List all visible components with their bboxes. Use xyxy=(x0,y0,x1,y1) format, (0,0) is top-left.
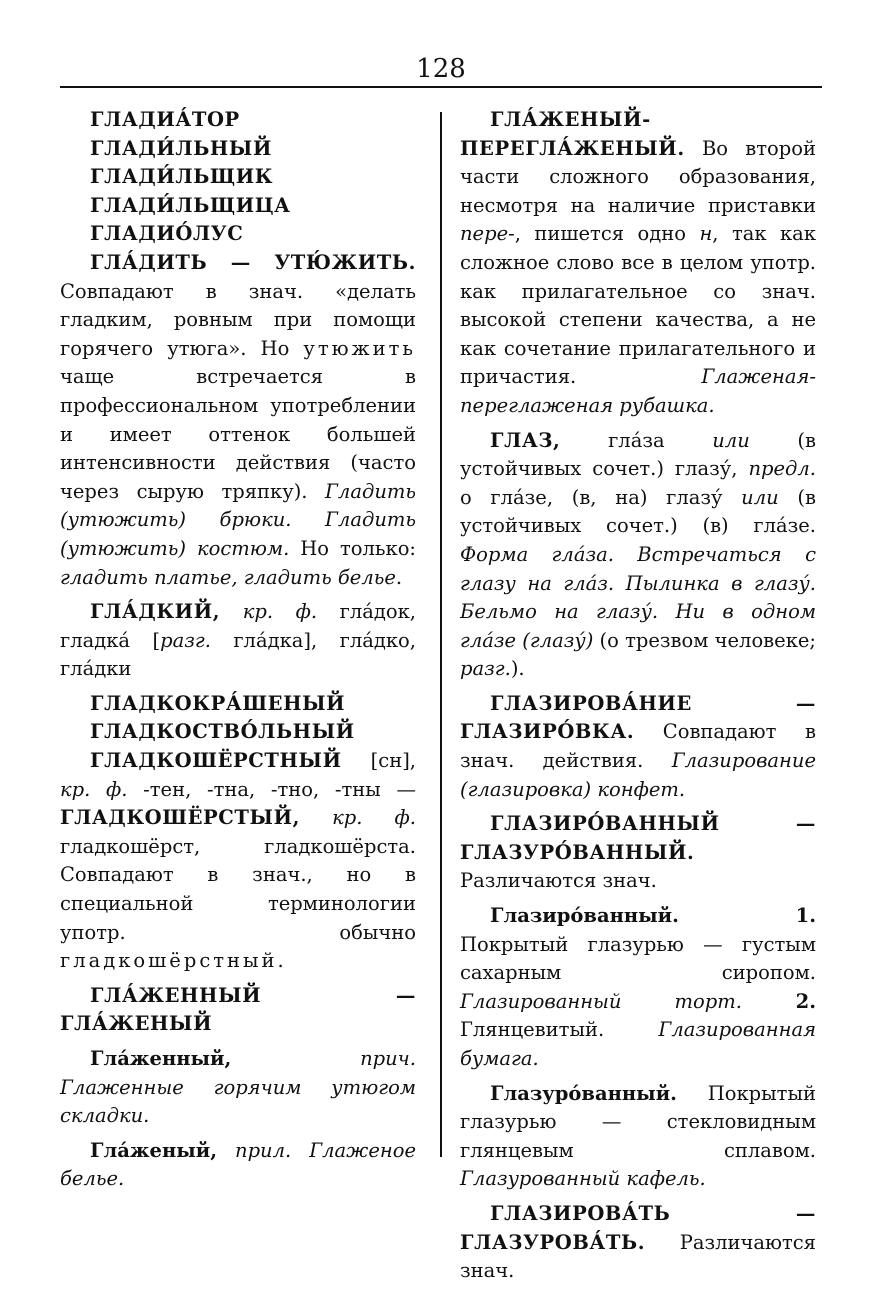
example-text: прич. Глаженные горячим утюгом складки. xyxy=(60,1047,416,1128)
entry-headword: Глазиро́ванный. 1. xyxy=(490,904,816,928)
entry-headword: Гла́женый, xyxy=(90,1138,218,1162)
entry-glazhenny-prich xyxy=(60,1045,416,1131)
headword-gladiolus: ГЛАДИО́ЛУС xyxy=(90,222,244,246)
entry-headword: Глазуро́ванный. xyxy=(490,1081,677,1105)
entry-headword-variant: ГЛАДКОШЁРСТЫЙ, xyxy=(60,806,300,830)
headword-gladiator: ГЛАДИА́ТОР xyxy=(90,108,240,131)
example-text: Форма гла́за. Встречаться с глазу на гла́з. Пылинка в глазу́. Бельмо на глазу́. Ни в одном гла́зе (глазу́) xyxy=(460,542,816,652)
entry-headword: ГЛАЗ, xyxy=(490,428,561,452)
entry-headword: ГЛАЗИРОВА́НИЕ — ГЛАЗИРО́ВКА. xyxy=(460,691,816,744)
entry-headword: ГЛА́ЖЕНЫЙ-ПЕРЕГЛА́ЖЕНЫЙ. xyxy=(460,108,685,160)
example-text: Гладить (утюжить) брюки. Гладить (утюжить) костюм. xyxy=(60,479,416,560)
entry-gladit: ГЛА́ДИТЬ — УТЮ́ЖИТЬ. Совпадают в знач. «делать гладким, ровным при помощи горячего утюга». Но утюжить чаще встречается в профессиональном употреблении и имеет оттенок большей интенсивности действия (часто через сырую тряпку). Гладить (утюжить) брюки. Гладить (утюжить) костюм. Но только: гладить платье, гладить белье. xyxy=(60,250,417,589)
headword-gladilny: ГЛАДИ́ЛЬНЫЙ xyxy=(90,136,272,160)
entry-glazirovanny: ГЛАЗИРО́ВАННЫЙ — ГЛАЗУРО́ВАННЫЙ. Различаются знач. xyxy=(460,812,816,893)
entry-headword: ГЛАЗИРОВА́ТЬ — ГЛАЗУРОВА́ТЬ. xyxy=(460,1201,816,1254)
entry-glazurovanny-sense: Глазуро́ванный. Покрытый глазурью — стекловидным глянцевым сплавом. Глазурованный кафель. xyxy=(460,1081,816,1191)
headword-gladkostvolny: ГЛАДКОСТВО́ЛЬНЫЙ xyxy=(90,720,355,744)
entry-glazirovanny-sense: Глазиро́ванный. 1. Покрытый глазурью — густым сахарным сиропом. Глазированный торт. 2. Глянцевитый. Глазированная бумага. xyxy=(460,904,816,1070)
entry-headword: ГЛА́ДКИЙ, xyxy=(90,600,221,624)
left-column xyxy=(60,106,416,1200)
entry-glaz: ГЛАЗ, гла́за или (в устойчивых сочет.) глазу́, предл. о гла́зе, (в, на) глазу́ или (в устойчивых сочет.) (в) гла́зе. Форма гла́за. Встречаться с глазу на гла́з. Пылинка в глазу́. Бельмо на глазу́. Ни в одном гла́зе (глазу́) (о трезвом человеке; разг.). xyxy=(460,428,816,681)
entry-glazheny-pril xyxy=(60,1137,416,1194)
page-number: 128 xyxy=(416,54,466,84)
example-text: Глазирование (глазировка) конфет. xyxy=(460,749,816,801)
entry-headword: ГЛАЗИРО́ВАННЫЙ — ГЛАЗУРО́ВАННЫЙ. xyxy=(460,812,816,864)
entry-headword: Гла́женный, xyxy=(90,1047,232,1070)
right-column xyxy=(460,106,816,1292)
column-divider xyxy=(440,112,442,1157)
example-text: прил. Глаженое белье. xyxy=(60,1138,416,1191)
header-rule xyxy=(60,86,822,88)
entry-headword: ГЛА́ЖЕННЫЙ — ГЛА́ЖЕНЫЙ xyxy=(60,983,416,1036)
headword-gladilshchik: ГЛАДИ́ЛЬЩИК xyxy=(90,165,274,189)
entry-glazhenny xyxy=(60,982,416,1039)
headword-gladilshchitsa: ГЛАДИ́ЛЬЩИЦА xyxy=(90,193,291,217)
example-text: гладить платье, гладить белье. xyxy=(60,565,403,589)
headword-gladkokrasheny: ГЛАДКОКРА́ШЕНЫЙ xyxy=(90,691,346,715)
entry-gladkiy: ГЛА́ДКИЙ, кр. ф. гла́док, гладка́ [разг. гла́дка], гла́дко, гла́дки xyxy=(60,600,416,681)
entry-headword: ГЛА́ДИТЬ — УТЮ́ЖИТЬ. xyxy=(90,250,416,274)
example-text: Глазурованный кафель. xyxy=(460,1167,706,1191)
entry-glazheny-pereglazheny: ГЛА́ЖЕНЫЙ-ПЕРЕГЛА́ЖЕНЫЙ. Во второй части сложного образования, несмотря на наличие приставки пере-, пишется одно н, так как сложное слово все в целом употр. как прилагательное со знач. высокой степени качества, а не как сочетание прилагательного и причастия. Глаженая-переглаженая рубашка. xyxy=(460,108,817,417)
example-text: Глаженая-переглаженая рубашка. xyxy=(460,365,816,417)
entry-gladkoshyorstny: ГЛАДКОШЁРСТНЫЙ [сн], кр. ф. -тен, -тна, -тно, -тны — ГЛАДКОШЁРСТЫЙ, кр. ф. гладкошёрст, гладкошёрста. Совпадают в знач., но в специальной терминологии употр. обычно гладкошёрстный. xyxy=(60,749,416,973)
entry-glazirovanie: ГЛАЗИРОВА́НИЕ — ГЛАЗИРО́ВКА. Совпадают в знач. действия. Глазирование (глазировка) конфет. xyxy=(460,691,816,801)
example-text: Глазированный торт. xyxy=(460,989,742,1013)
entry-headword: ГЛАДКОШЁРСТНЫЙ xyxy=(90,749,342,773)
example-text: Глазированная бумага. xyxy=(460,1018,816,1070)
entry-glazirovat: ГЛАЗИРОВА́ТЬ — ГЛАЗУРОВА́ТЬ. Различаются знач. xyxy=(460,1201,816,1283)
